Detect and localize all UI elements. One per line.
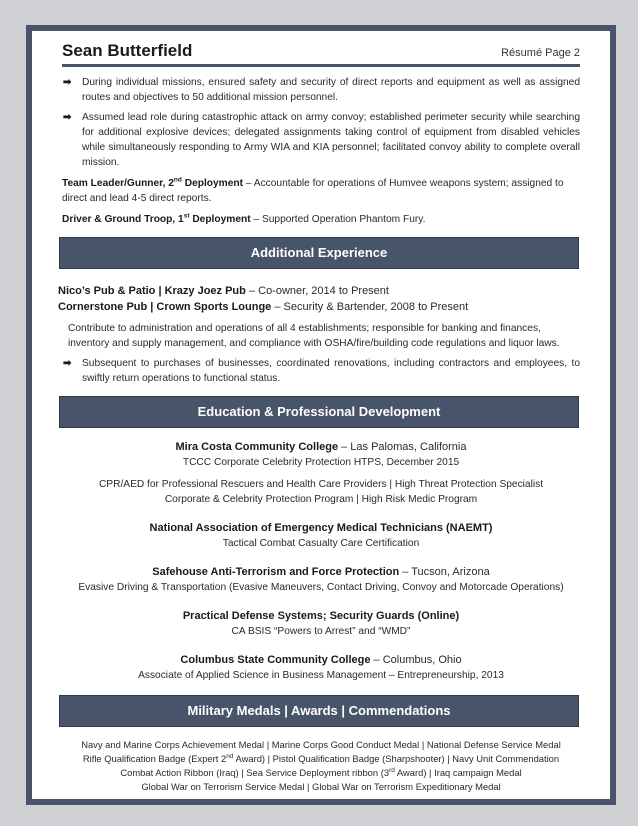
bullet-item [62, 75, 580, 105]
business-entry: Nico’s Pub & Patio | Krazy Joez Pub – Co-owner, 2014 to Present [58, 285, 389, 297]
section-heading-additional-experience: Additional Experience [59, 237, 579, 269]
arrow-bullet-icon: ➡ [63, 77, 72, 88]
section-heading-medals: Military Medals | Awards | Commendations [59, 695, 579, 727]
education-entry: Safehouse Anti-Terrorism and Force Protection – Tucson, Arizona Evasive Driving & Transportation (Evasive Maneuvers, Contact Driving, Convoy and Motorcade Operations) [78, 566, 564, 593]
bullet-text: Assumed lead role during catastrophic attack on army convoy; established perimeter security while searching for additional explosive devices; delegated assignments taking control of equipment from disabled vehicles while simultaneously responding to Army WIA and KIA personnel; facilitated convoy ability to complete overall mission. [82, 112, 580, 168]
certification-list: CPR/AED for Professional Rescuers and Health Care Providers | High Threat Protection Specialist Corporate & Celebrity Protection Program | High Risk Medic Program [98, 479, 544, 505]
bullet-text: Subsequent to purchases of businesses, coordinated renovations, including contractors and employees, to swiftly return operations to functional status. [82, 358, 580, 384]
page-header [62, 41, 580, 67]
bullet-text: During individual missions, ensured safety and security of direct reports and equipment as well as assigned routes and objectives to 50 additional mission personnel. [82, 77, 580, 103]
education-entry: Columbus State Community College – Columbus, Ohio Associate of Applied Science in Business Management – Entrepreneurship, 2013 [138, 654, 504, 681]
bullet-item [62, 356, 580, 386]
resume-content [58, 41, 580, 794]
role-driver: Driver & Ground Troop, 1st Deployment – Supported Operation Phantom Fury. [62, 212, 426, 225]
arrow-bullet-icon: ➡ [63, 112, 72, 123]
arrow-bullet-icon: ➡ [63, 358, 72, 369]
page-label: Résumé Page 2 [501, 47, 580, 59]
candidate-name: Sean Butterfield [62, 41, 193, 60]
medals-list: Navy and Marine Corps Achievement Medal | Marine Corps Good Conduct Medal | National Defense Service Medal Rifle Qualification Badge (Expert 2nd Award) | Pistol Qualification Badge (Sharpshooter) | Navy Unit Commendation Combat Action Ribbon (Iraq) | Sea Service Deployment ribbon (3rd Award) | Iraq campaign Medal Global War on Terrorism Service Medal | Global War on Terrorism Expeditionary Medal [81, 739, 561, 792]
business-description: Contribute to administration and operations of all 4 establishments; responsible for banking and finances, inventory and supply management, and compliance with OSHA/fire/building code regulations and liquor laws. [68, 323, 560, 349]
section-heading-education: Education & Professional Development [59, 396, 579, 428]
role-team-leader: Team Leader/Gunner, 2nd Deployment – Accountable for operations of Humvee weapons system; assigned to direct and lead 4-5 direct reports. [62, 176, 564, 204]
business-entry: Cornerstone Pub | Crown Sports Lounge – Security & Bartender, 2008 to Present [58, 301, 469, 313]
education-entry: Mira Costa Community College – Las Palomas, California TCCC Corporate Celebrity Protection HTPS, December 2015 [175, 441, 467, 468]
bullet-item [62, 110, 580, 170]
education-entry: Practical Defense Systems; Security Guards (Online) CA BSIS “Powers to Arrest” and “WMD” [182, 610, 460, 637]
page-frame [26, 25, 616, 805]
education-entry: National Association of Emergency Medical Technicians (NAEMT) Tactical Combat Casualty Care Certification [149, 522, 493, 549]
